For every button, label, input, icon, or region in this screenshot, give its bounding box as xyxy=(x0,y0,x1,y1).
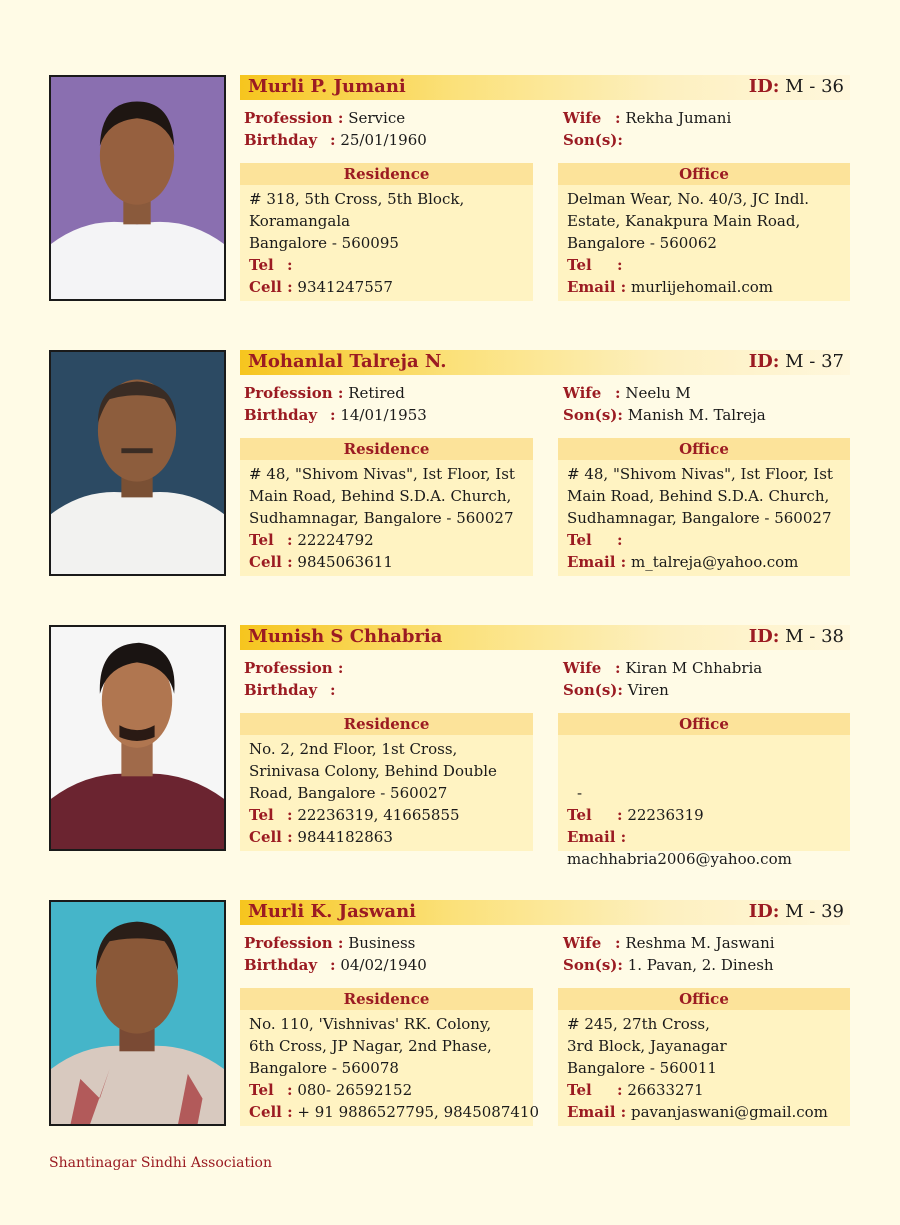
office-address: # 48, "Shivom Nivas", Ist Floor, Ist Main Road, Behind S.D.A. Church, Sudhamnagar, Bangalore - 560027 Tel : Email : m_talreja@yahoo.com xyxy=(558,460,850,576)
residence-heading: Residence xyxy=(240,438,533,460)
sons-row: Son(s): Manish M. Talreja xyxy=(563,406,766,424)
portrait-image xyxy=(51,77,224,299)
office-tel: Tel : 22236319 xyxy=(567,806,704,824)
portrait-image xyxy=(51,902,224,1124)
name-bar xyxy=(240,75,850,100)
office-address: # 245, 27th Cross, 3rd Block, Jayanagar Bangalore - 560011 Tel : 26633271 Email : pavanjaswani@gmail.com xyxy=(558,1010,850,1126)
birthday-row: Birthday : 14/01/1953 xyxy=(244,406,427,424)
residence-address: No. 110, 'Vishnivas' RK. Colony, 6th Cross, JP Nagar, 2nd Phase, Bangalore - 560078 Tel : 080- 26592152 Cell : + 91 9886527795, 9845087410 xyxy=(240,1010,533,1126)
profession-row: Profession : xyxy=(244,659,344,677)
member-card xyxy=(0,900,900,1130)
wife-row: Wife : Kiran M Chhabria xyxy=(563,659,763,677)
birthday-row: Birthday : 25/01/1960 xyxy=(244,131,427,149)
member-name: Murli K. Jaswani xyxy=(248,901,417,922)
name-bar xyxy=(240,900,850,925)
wife-row: Wife : Reshma M. Jaswani xyxy=(563,934,775,952)
office-email: Email : xyxy=(567,828,627,846)
office-address: Delman Wear, No. 40/3, JC Indl. Estate, Kanakpura Main Road, Bangalore - 560062 Tel : Email : murlijehomail.com xyxy=(558,185,850,301)
member-card xyxy=(0,350,900,580)
office-tel: Tel : xyxy=(567,531,623,549)
office-email: Email : m_talreja@yahoo.com xyxy=(567,553,799,571)
office-email-value: machhabria2006@yahoo.com xyxy=(567,850,792,868)
profession-row: Profession : Retired xyxy=(244,384,405,402)
residence-heading: Residence xyxy=(240,713,533,735)
residence-cell: Cell : 9341247557 xyxy=(249,278,393,296)
wife-row: Wife : Rekha Jumani xyxy=(563,109,732,127)
office-heading: Office xyxy=(558,713,850,735)
sons-row: Son(s): Viren xyxy=(563,681,669,699)
wife-row: Wife : Neelu M xyxy=(563,384,691,402)
residence-cell: Cell : 9844182863 xyxy=(249,828,393,846)
residence-cell: Cell : 9845063611 xyxy=(249,553,393,571)
sons-row: Son(s): xyxy=(563,131,623,149)
footer-association-name: Shantinagar Sindhi Association xyxy=(49,1155,273,1171)
office-email: Email : murlijehomail.com xyxy=(567,278,774,296)
member-id: ID: M - 38 xyxy=(748,626,844,647)
office-tel: Tel : xyxy=(567,256,623,274)
member-name: Mohanlal Talreja N. xyxy=(248,351,447,372)
office-tel: Tel : 26633271 xyxy=(567,1081,704,1099)
member-photo xyxy=(49,350,226,576)
residence-tel: Tel : 22236319, 41665855 xyxy=(249,806,460,824)
profession-row: Profession : Business xyxy=(244,934,416,952)
office-address: - Tel : 22236319 Email : machhabria2006@yahoo.com xyxy=(558,735,850,851)
residence-heading: Residence xyxy=(240,988,533,1010)
member-id: ID: M - 36 xyxy=(748,76,844,97)
residence-cell: Cell : + 91 9886527795, 9845087410 xyxy=(249,1103,540,1121)
office-heading: Office xyxy=(558,163,850,185)
name-bar xyxy=(240,350,850,375)
office-heading: Office xyxy=(558,438,850,460)
birthday-row: Birthday : xyxy=(244,681,336,699)
sons-row: Son(s): 1. Pavan, 2. Dinesh xyxy=(563,956,774,974)
name-bar xyxy=(240,625,850,650)
member-id: ID: M - 37 xyxy=(748,351,844,372)
residence-address: No. 2, 2nd Floor, 1st Cross, Srinivasa Colony, Behind Double Road, Bangalore - 560027 Tel : 22236319, 41665855 Cell : 9844182863 xyxy=(240,735,533,851)
member-name: Munish S Chhabria xyxy=(248,626,443,647)
residence-address: # 318, 5th Cross, 5th Block, Koramangala Bangalore - 560095 Tel : Cell : 9341247557 xyxy=(240,185,533,301)
member-card xyxy=(0,75,900,305)
member-photo xyxy=(49,75,226,301)
portrait-image xyxy=(51,352,224,574)
residence-address: # 48, "Shivom Nivas", Ist Floor, Ist Main Road, Behind S.D.A. Church, Sudhamnagar, Bangalore - 560027 Tel : 22224792 Cell : 9845063611 xyxy=(240,460,533,576)
birthday-row: Birthday : 04/02/1940 xyxy=(244,956,427,974)
residence-tel: Tel : xyxy=(249,256,293,274)
residence-tel: Tel : 080- 26592152 xyxy=(249,1081,413,1099)
portrait-image xyxy=(51,627,224,849)
member-id: ID: M - 39 xyxy=(748,901,844,922)
member-photo xyxy=(49,625,226,851)
member-photo xyxy=(49,900,226,1126)
residence-heading: Residence xyxy=(240,163,533,185)
office-heading: Office xyxy=(558,988,850,1010)
member-card xyxy=(0,625,900,868)
member-name: Murli P. Jumani xyxy=(248,76,406,97)
residence-tel: Tel : 22224792 xyxy=(249,531,374,549)
profession-row: Profession : Service xyxy=(244,109,406,127)
office-email: Email : pavanjaswani@gmail.com xyxy=(567,1103,828,1121)
